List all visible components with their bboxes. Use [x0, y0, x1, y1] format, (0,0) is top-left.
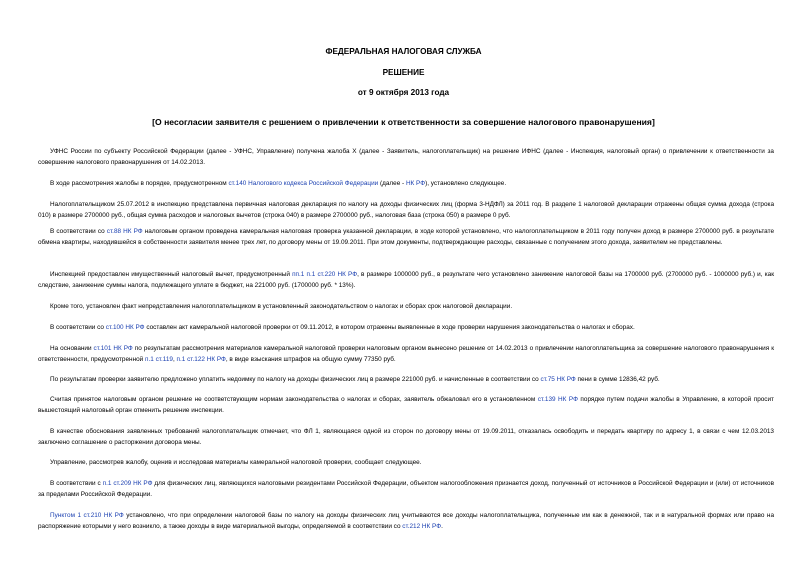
- paragraph-property-deduction: [38, 269, 774, 291]
- paragraph-liability-decision: [38, 343, 774, 365]
- paragraph-text: .: [441, 523, 443, 530]
- document-subject: [О несогласии заявителя с решением о привлечении к ответственности за совершение налогового правонарушения]: [152, 117, 655, 127]
- paragraph-taxpayer-arguments: В качестве обоснования заявленных требований налогоплательщик отмечает, что ФЛ 1, являющаяся одной из сторон по договору мены от 19.09.2011, отказалась освободить и передать квартиру по адресу 1, в связи с чем 12.03.2013 заключено соглашение о расторжении договора мены.: [38, 428, 774, 446]
- paragraph-complaint-received: УФНС России по субъекту Российской Федерации (далее - УФНС, Управление) получена жалоба Х (далее - Заявитель, налогоплательщик) на решение ИФНС (далее - Инспекция, налоговый орган) о привлечении к ответственности за совершение налогового правонарушения от 14.02.2013.: [38, 148, 774, 166]
- paragraph-text: ), установлено следующее.: [425, 180, 507, 187]
- law-link-art210[interactable]: Пунктом 1 ст.210 НК РФ: [50, 512, 124, 519]
- law-link-art209[interactable]: п.1 ст.209 НК РФ: [102, 480, 153, 487]
- paragraph-review-procedure: [38, 178, 774, 189]
- paragraph-tax-base: [38, 510, 774, 532]
- law-link-art101[interactable]: ст.101 НК РФ: [93, 345, 133, 352]
- paragraph-text: По результатам проверки заявителю предложено уплатить недоимку по налогу на доходы физических лиц в размере 221000 руб. и начисленные в соответствии со: [50, 376, 541, 383]
- paragraph-text: налоговым органом проведена камеральная налоговая проверка указанной декларации, в ходе которой установлено, что налогоплательщиком в 2011 году получен доход в размере 2700000 руб. в результате обмена квартиры, находившейся в собственности заявителя менее трех лет, по договору мены от 19.09.2011. При этом документы, подтверждающие расходы, связанные с получением этого дохода, заявителем не представлены.: [38, 228, 774, 246]
- law-link-art220[interactable]: пп.1 п.1 ст.220 НК РФ: [292, 271, 358, 278]
- paragraph-text: для физических лиц, являющихся налоговыми резидентами Российской Федерации, объектом налогообложения признается доход, полученный от источников в Российской Федерации и (или) от источников за пределами Российской Федерации.: [38, 480, 775, 498]
- paragraph-arrears-proposal: [38, 374, 774, 385]
- paragraph-desk-audit: [38, 226, 774, 248]
- paragraph-text: (далее -: [378, 180, 406, 187]
- paragraph-text: , в размере 1000000 руб., в результате чего установлено занижение налоговой базы на 1700000 руб. (2700000 руб. - 1000000 руб.) и, как следствие, занижение суммы налога, подлежащего уплате в бюджет, на 221000 руб. (1700000 руб. * 13%).: [38, 271, 774, 289]
- paragraph-text: ,: [172, 356, 177, 363]
- law-link-art88[interactable]: ст.88 НК РФ: [106, 228, 143, 235]
- paragraph-text: Инспекцией предоставлен имущественный налоговый вычет, предусмотренный: [50, 271, 293, 278]
- paragraph-declaration: Налогоплательщиком 25.07.2012 в инспекцию представлена первичная налоговая декларация по налогу на доходы физических лиц (форма 3-НДФЛ) за 2011 год. В разделе 1 налоговой декларации отражены общая сумма дохода (строка 010) в размере 2700000 руб., общая сумма расходов и налоговых вычетов (строка 040) в размере 2700000 руб., налоговая база (строка 050) в размере 0 руб.: [38, 201, 774, 219]
- paragraph-text: В соответствии со: [50, 324, 106, 331]
- paragraph-text: В соответствии со: [50, 228, 107, 235]
- paragraph-text: На основании: [50, 345, 94, 352]
- paragraph-text: порядке путем подачи жалобы в Управление, в которой просит вышестоящий налоговый орган отменить решение инспекции.: [38, 396, 774, 414]
- law-link-art100[interactable]: ст.100 НК РФ: [105, 324, 145, 331]
- paragraph-late-declaration: Кроме того, установлен факт непредставления налогоплательщиком в установленный законодательством о налогах и сборах срок налоговой декларации.: [50, 303, 513, 310]
- agency-heading: ФЕДЕРАЛЬНАЯ НАЛОГОВАЯ СЛУЖБА: [325, 47, 482, 56]
- paragraph-appeal: [38, 394, 774, 416]
- paragraph-text: установлено, что при определении налоговой базы по налогу на доходы физических лиц учитываются все доходы налогоплательщика, полученные им как в денежной, так и в натуральной формах или право на распоряжение которыми у него возникло, а также доходы в виде материальной выгоды, определяемой в соответствии со: [38, 512, 774, 530]
- law-link-art119[interactable]: п.1 ст.119: [145, 356, 173, 363]
- law-link-art139[interactable]: ст.139 НК РФ: [537, 396, 578, 403]
- document-type-heading: РЕШЕНИЕ: [382, 68, 425, 77]
- paragraph-text: по результатам рассмотрения материалов камеральной налоговой проверки налоговым органом вынесено решение от 14.02.2013 о привлечении налогоплательщика за совершение налогового правонарушения к ответственности, предусмотренной: [38, 345, 775, 363]
- law-link-art75[interactable]: ст.75 НК РФ: [540, 376, 576, 383]
- law-link-art212[interactable]: ст.212 НК РФ: [402, 523, 442, 530]
- law-link-art122[interactable]: п.1 ст.122 НК РФ: [176, 356, 226, 363]
- paragraph-text: В соответствии с: [50, 480, 103, 487]
- paragraph-text: составлен акт камеральной налоговой проверки от 09.11.2012, в котором отражены выявленные в ходе проверки нарушения законодательства о налогах и сборах.: [144, 324, 635, 331]
- paragraph-text: пени в сумме 12836,42 руб.: [575, 376, 660, 383]
- paragraph-tax-object: [38, 478, 774, 500]
- paragraph-text: Считая принятое налоговым органом решение не соответствующим нормам законодательства о налогах и сборах, заявитель обжаловал его в установленном: [50, 396, 538, 403]
- law-link-art140-tax-code[interactable]: ст.140 Налогового кодекса Российской Федерации: [228, 180, 379, 187]
- paragraph-review-conclusion: Управление, рассмотрев жалобу, оценив и исследовав материалы камеральной налоговой проверки, сообщает следующее.: [50, 459, 422, 466]
- document-date: от 9 октября 2013 года: [357, 88, 450, 97]
- law-link-tax-code[interactable]: НК РФ: [405, 180, 426, 187]
- paragraph-text: , в виде взыскания штрафов на общую сумму 77350 руб.: [225, 356, 396, 363]
- paragraph-audit-act: [38, 322, 774, 333]
- paragraph-text: В ходе рассмотрения жалобы в порядке, предусмотренном: [50, 180, 229, 187]
